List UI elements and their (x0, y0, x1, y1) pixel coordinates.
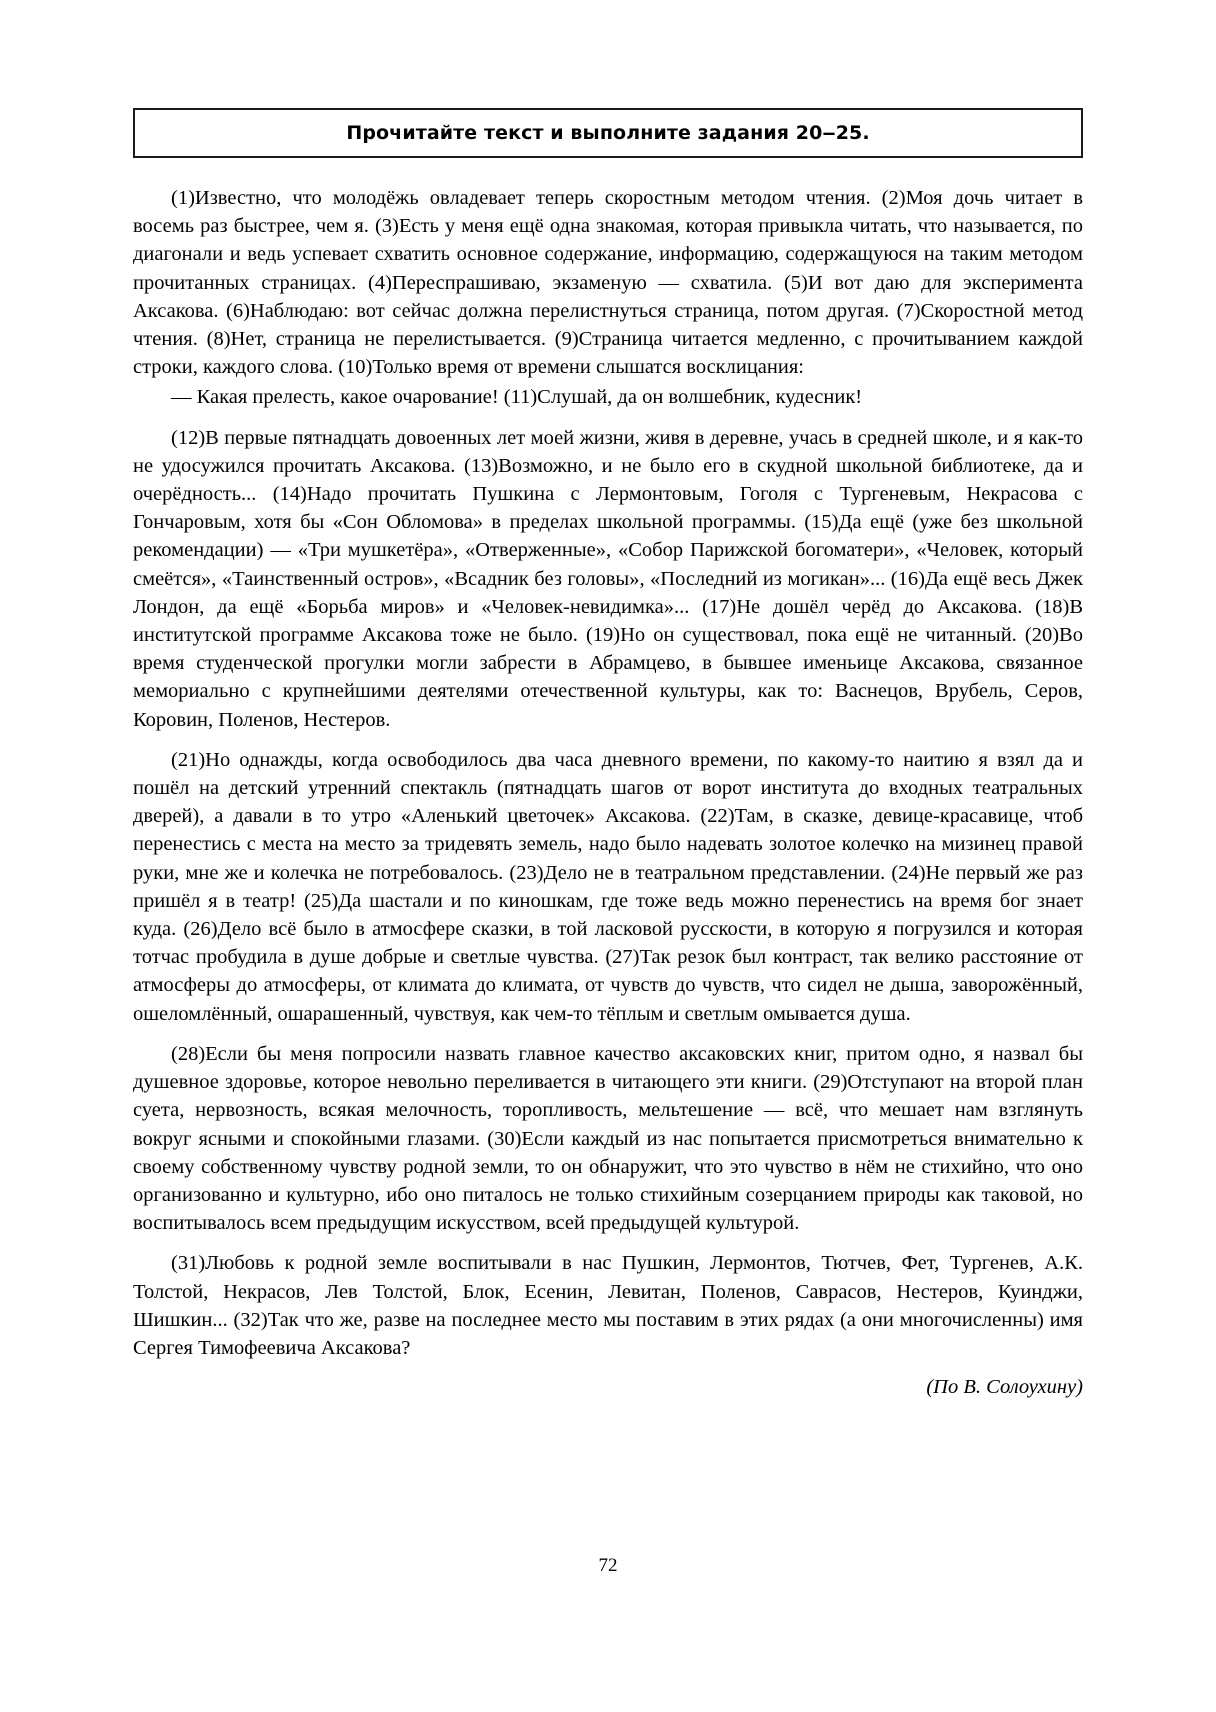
paragraph-dialogue: — Какая прелесть, какое очарование! (11)Слушай, да он волшебник, кудесник! (171, 386, 863, 409)
page-number: 72 (598, 1555, 618, 1576)
paragraph-4: (28)Если бы меня попросили назвать главное качество аксаковских книг, притом одно, я назвал бы душевное здоровье, которое невольно переливается в читающего эти книги. (29)Отступают на второй план суета, нервозность, всякая мелочность, торопливость, мельтешение — всё, что мешает нам взглянуть вокруг ясными и спокойными глазами. (30)Если каждый из нас попытается присмотреться внимательно к своему собственному чувству родной земли, то он обнаружит, что это чувство в нём не стихийно, что оно организованно и культурно, ибо оно питалось не только стихийным созерцанием природы как таковой, но воспитывалось всем предыдущим искусством, всей предыдущей культурой. (133, 1042, 1083, 1235)
task-header-box (133, 108, 1083, 158)
paragraph-5: (31)Любовь к родной земле воспитывали в нас Пушкин, Лермонтов, Тютчев, Фет, Тургенев, А.К. Толстой, Некрасов, Лев Толстой, Блок, Есенин, Левитан, Поленов, Саврасов, Нестеров, Куинджи, Шишкин... (32)Так что же, разве на последнее место мы поставим в этих рядах (а они многочисленны) имя Сергея Тимофеевича Аксакова? (133, 1252, 1083, 1359)
text-column (133, 108, 1083, 1399)
paragraph-2: (12)В первые пятнадцать довоенных лет моей жизни, живя в деревне, учась в средней школе, и я как-то не удосужился прочитать Аксакова. (13)Возможно, и не было его в скудной школьной библиотеке, да и очерёдность... (14)Надо прочитать Пушкина с Лермонтовым, Гоголя с Тургеневым, Некрасова с Гончаровым, хотя бы «Сон Обломова» в пределах школьной программы. (15)Да ещё (уже без школьной рекомендации) — «Три мушкетёра», «Отверженные», «Собор Парижской богоматери», «Человек, который смеётся», «Таинственный остров», «Всадник без головы», «Последний из могикан»... (16)Да ещё весь Джек Лондон, да ещё «Борьба миров» и «Человек-невидимка»... (17)Не дошёл черёд до Аксакова. (18)В институтской программе Аксакова тоже не было. (19)Но он существовал, пока ещё не читанный. (20)Во время студенческой прогулки могли забрести в Абрамцево, в бывшее именьице Аксакова, связанное мемориально с крупнейшими деятелями отечественной культуры, как то: Васнецов, Врубель, Серов, Коровин, Поленов, Нестеров. (133, 426, 1083, 731)
paragraph-3: (21)Но однажды, когда освободилось два часа дневного времени, по какому-то наитию я взял да и пошёл на детский утренний спектакль (пятнадцать шагов от ворот института до входных театральных дверей), а давали в то утро «Аленький цветочек» Аксакова. (22)Там, в сказке, девице-красавице, чтоб перенестись с места на место за тридевять земель, надо было надевать золотое колечко на мизинец правой руки, мне же и колечка не потребовалось. (23)Дело не в театральном представлении. (24)Не первый же раз пришёл я в театр! (25)Да шастали и по киношкам, где тоже ведь можно перенестись на время бог знает куда. (26)Дело всё было в атмосфере сказки, в той ласковой русскости, в которую я погрузился и которая тотчас пробудила в душе добрые и светлые чувства. (27)Так резок был контраст, так велико расстояние от атмосферы до атмосферы, от климата до климата, от чувств до чувств, что сидел не дыша, заворожённый, ошеломлённый, ошарашенный, чувствуя, как чем-то тёплым и светлым омывается душа. (133, 748, 1083, 1025)
task-header-title: Прочитайте текст и выполните задания 20‒25. (346, 122, 870, 144)
attribution: (По В. Солоухину) (926, 1376, 1083, 1399)
paragraph-1: (1)Известно, что молодёжь овладевает теперь скоростным методом чтения. (2)Моя дочь читает в восемь раз быстрее, чем я. (3)Есть у меня ещё одна знакомая, которая привыкла читать, что называется, по диагонали и ведь успевает схватить основное содержание, информацию, содержащуюся на таким методом прочитанных страницах. (4)Переспрашиваю, экзаменую — схватила. (5)И вот даю для эксперимента Аксакова. (6)Наблюдаю: вот сейчас должна перелистнуться страница, потом другая. (7)Скоростной метод чтения. (8)Нет, страница не перелистывается. (9)Страница читается медленно, с прочитыванием каждой строки, каждого слова. (10)Только время от времени слышатся восклицания: (133, 187, 1083, 379)
